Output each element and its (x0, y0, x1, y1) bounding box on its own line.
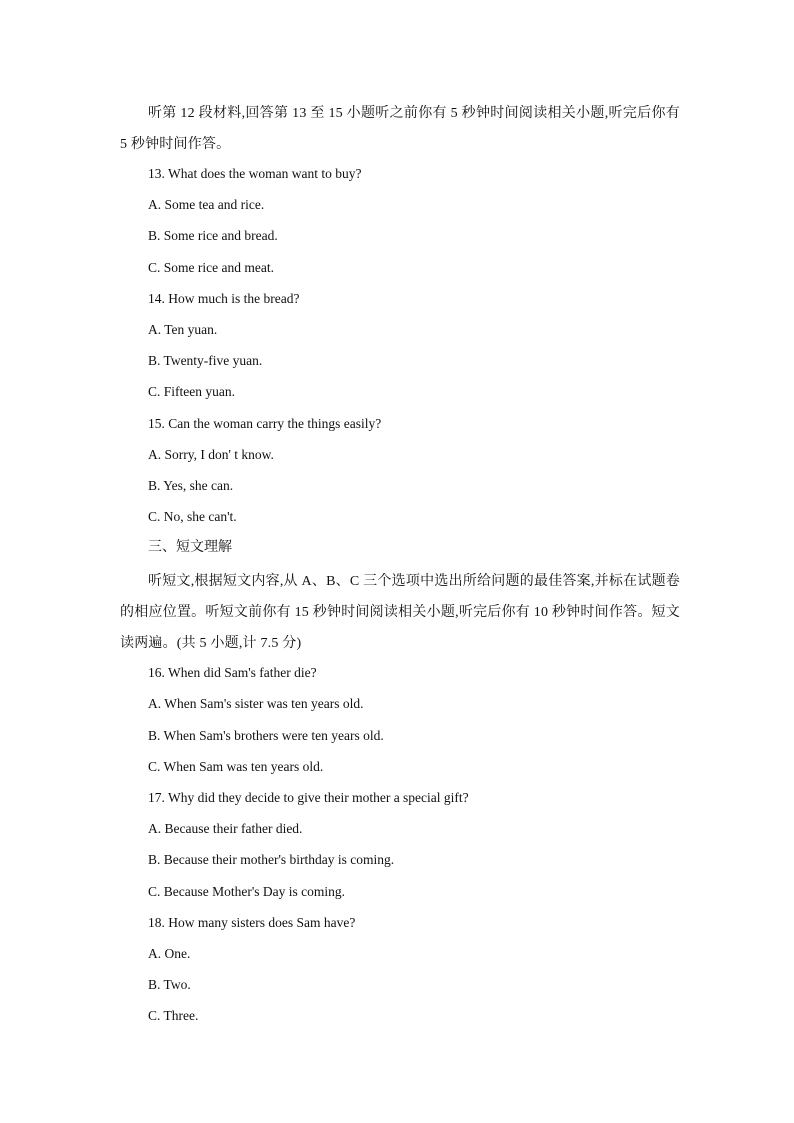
question-18-option-b: B. Two. (148, 977, 191, 992)
question-16-option-a: A. When Sam's sister was ten years old. (148, 696, 364, 711)
question-16-stem: 16. When did Sam's father die? (148, 665, 317, 680)
section-three-heading: 三、短文理解 (148, 540, 232, 555)
question-17-stem: 17. Why did they decide to give their mother a special gift? (148, 790, 469, 805)
question-18-option-c: C. Three. (148, 1008, 199, 1023)
section-two-intro: 听第 12 段材料,回答第 13 至 15 小题听之前你有 5 秒钟时间阅读相关小题,听完后你有 5 秒钟时间作答。 (120, 106, 680, 152)
question-13-stem: 13. What does the woman want to buy? (148, 166, 362, 181)
question-17-option-a: A. Because their father died. (148, 821, 303, 836)
question-16-option-b: B. When Sam's brothers were ten years old. (148, 728, 384, 743)
question-17-option-c: C. Because Mother's Day is coming. (148, 884, 346, 899)
question-16-option-c: C. When Sam was ten years old. (148, 759, 324, 774)
question-14-option-c: C. Fifteen yuan. (148, 384, 235, 399)
question-17-option-b: B. Because their mother's birthday is coming. (148, 852, 395, 867)
section-three-intro: 听短文,根据短文内容,从 A、B、C 三个选项中选出所给问题的最佳答案,并标在试题卷的相应位置。听短文前你有 15 秒钟时间阅读相关小题,听完后你有 10 秒钟时间作答。短文读两遍。(共 5 小题,计 7.5 分) (120, 574, 680, 651)
question-15-stem: 15. Can the woman carry the things easily? (148, 416, 382, 431)
question-14-option-b: B. Twenty-five yuan. (148, 353, 263, 368)
question-15-option-c: C. No, she can't. (148, 509, 237, 524)
question-13-option-b: B. Some rice and bread. (148, 228, 278, 243)
question-18-option-a: A. One. (148, 946, 191, 961)
question-15-option-a: A. Sorry, I don' t know. (148, 447, 274, 462)
question-13-option-c: C. Some rice and meat. (148, 260, 274, 275)
question-18-stem: 18. How many sisters does Sam have? (148, 915, 356, 930)
question-14-option-a: A. Ten yuan. (148, 322, 218, 337)
question-13-option-a: A. Some tea and rice. (148, 197, 265, 212)
question-14-stem: 14. How much is the bread? (148, 291, 300, 306)
question-15-option-b: B. Yes, she can. (148, 478, 234, 493)
